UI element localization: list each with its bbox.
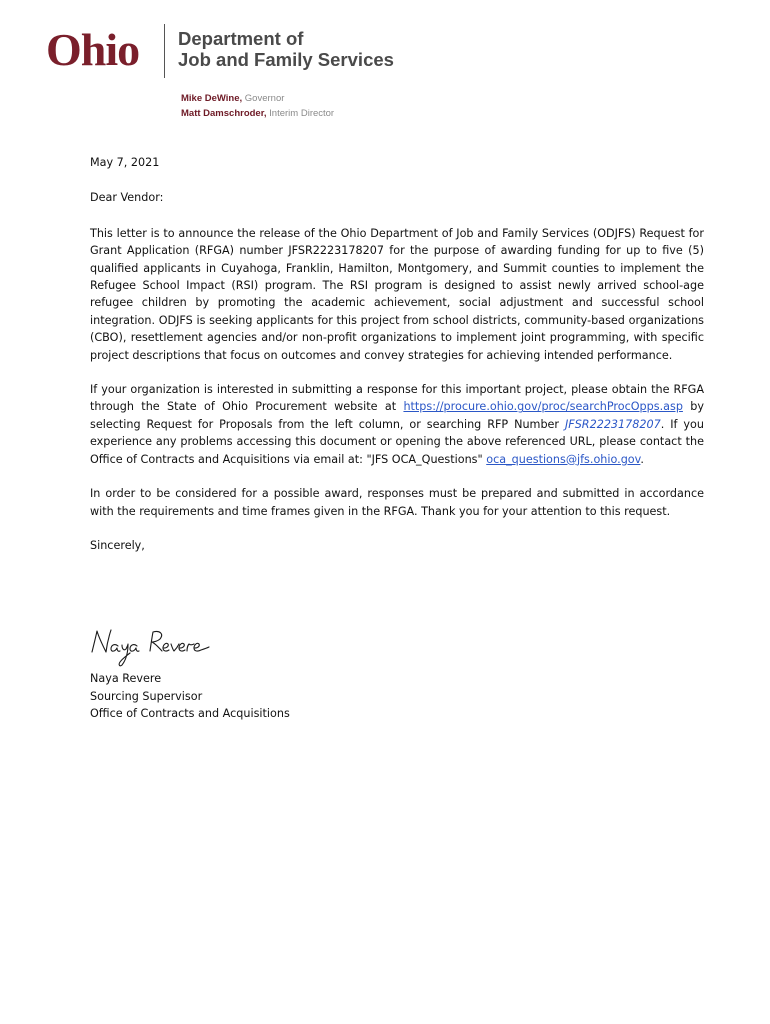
email-link[interactable]: oca_questions@jfs.ohio.gov bbox=[486, 452, 641, 466]
paragraph-text: . If you experience any problems accessing this document or opening the above referenced URL, please contact the Office of Contracts and Acquisitions via email at: "JFS OCA_Questions" bbox=[90, 417, 704, 466]
paragraph-text: If your organization is interested in submitting a response for this important project, please obtain the RFGA through the State of Ohio Procurement website at bbox=[90, 383, 704, 414]
logo-divider bbox=[164, 24, 165, 78]
signer-office: Office of Contracts and Acquisitions bbox=[90, 707, 290, 721]
officials-list bbox=[181, 91, 334, 121]
signer-block bbox=[90, 670, 290, 723]
paragraph-instructions bbox=[90, 381, 704, 468]
letter-body bbox=[90, 154, 704, 554]
official-name: Mike DeWine, bbox=[181, 93, 243, 104]
paragraph-text: . bbox=[640, 452, 644, 466]
official-title: Governor bbox=[244, 93, 285, 104]
closing: Sincerely, bbox=[90, 538, 145, 552]
paragraph-announcement: This letter is to announce the release of the Ohio Department of Job and Family Services (ODJFS) Request for Grant Application (RFGA) number JFSR2223178207 for the purpose of awarding funding for up to five (5) qualified applicants in Cuyahoga, Franklin, Hamilton, Montgomery, and Summit counties to implement the Refugee School Impact (RSI) program. The RSI program is designed to assist newly arrived school-age refugee children by promoting the academic achievement, social adjustment and successful school integration. ODJFS is seeking applicants for this project from school districts, community-based organizations (CBO), resettlement agencies and/or non-profit organizations to implement joint programming, with specific project descriptions that focus on outcomes and convey strategies for achieving intended performance. bbox=[90, 226, 704, 362]
official-governor bbox=[181, 91, 334, 106]
official-name: Matt Damschroder, bbox=[181, 108, 267, 119]
rfp-number: JFSR2223178207 bbox=[564, 417, 661, 431]
official-director bbox=[181, 106, 334, 121]
department-name bbox=[178, 28, 394, 70]
paragraph-requirements: In order to be considered for a possible award, responses must be prepared and submitted in accordance with the requirements and time frames given in the RFGA. Thank you for your attention to this request. bbox=[90, 487, 704, 518]
salutation: Dear Vendor: bbox=[90, 191, 164, 205]
paragraph-text: by selecting Request for Proposals from the left column, or searching RFP Number bbox=[90, 400, 704, 431]
department-line-2: Job and Family Services bbox=[178, 49, 394, 70]
signer-name: Naya Revere bbox=[90, 672, 162, 685]
handwritten-signature bbox=[88, 622, 218, 672]
ohio-logo: Ohio bbox=[46, 24, 140, 75]
letter-date: May 7, 2021 bbox=[90, 156, 160, 169]
official-title: Interim Director bbox=[269, 108, 335, 119]
letterhead bbox=[46, 22, 446, 82]
procurement-website-link[interactable]: https://procure.ohio.gov/proc/searchProcOpps.asp bbox=[403, 400, 683, 414]
signer-title: Sourcing Supervisor bbox=[90, 689, 203, 703]
department-line-1: Department of bbox=[178, 28, 304, 49]
